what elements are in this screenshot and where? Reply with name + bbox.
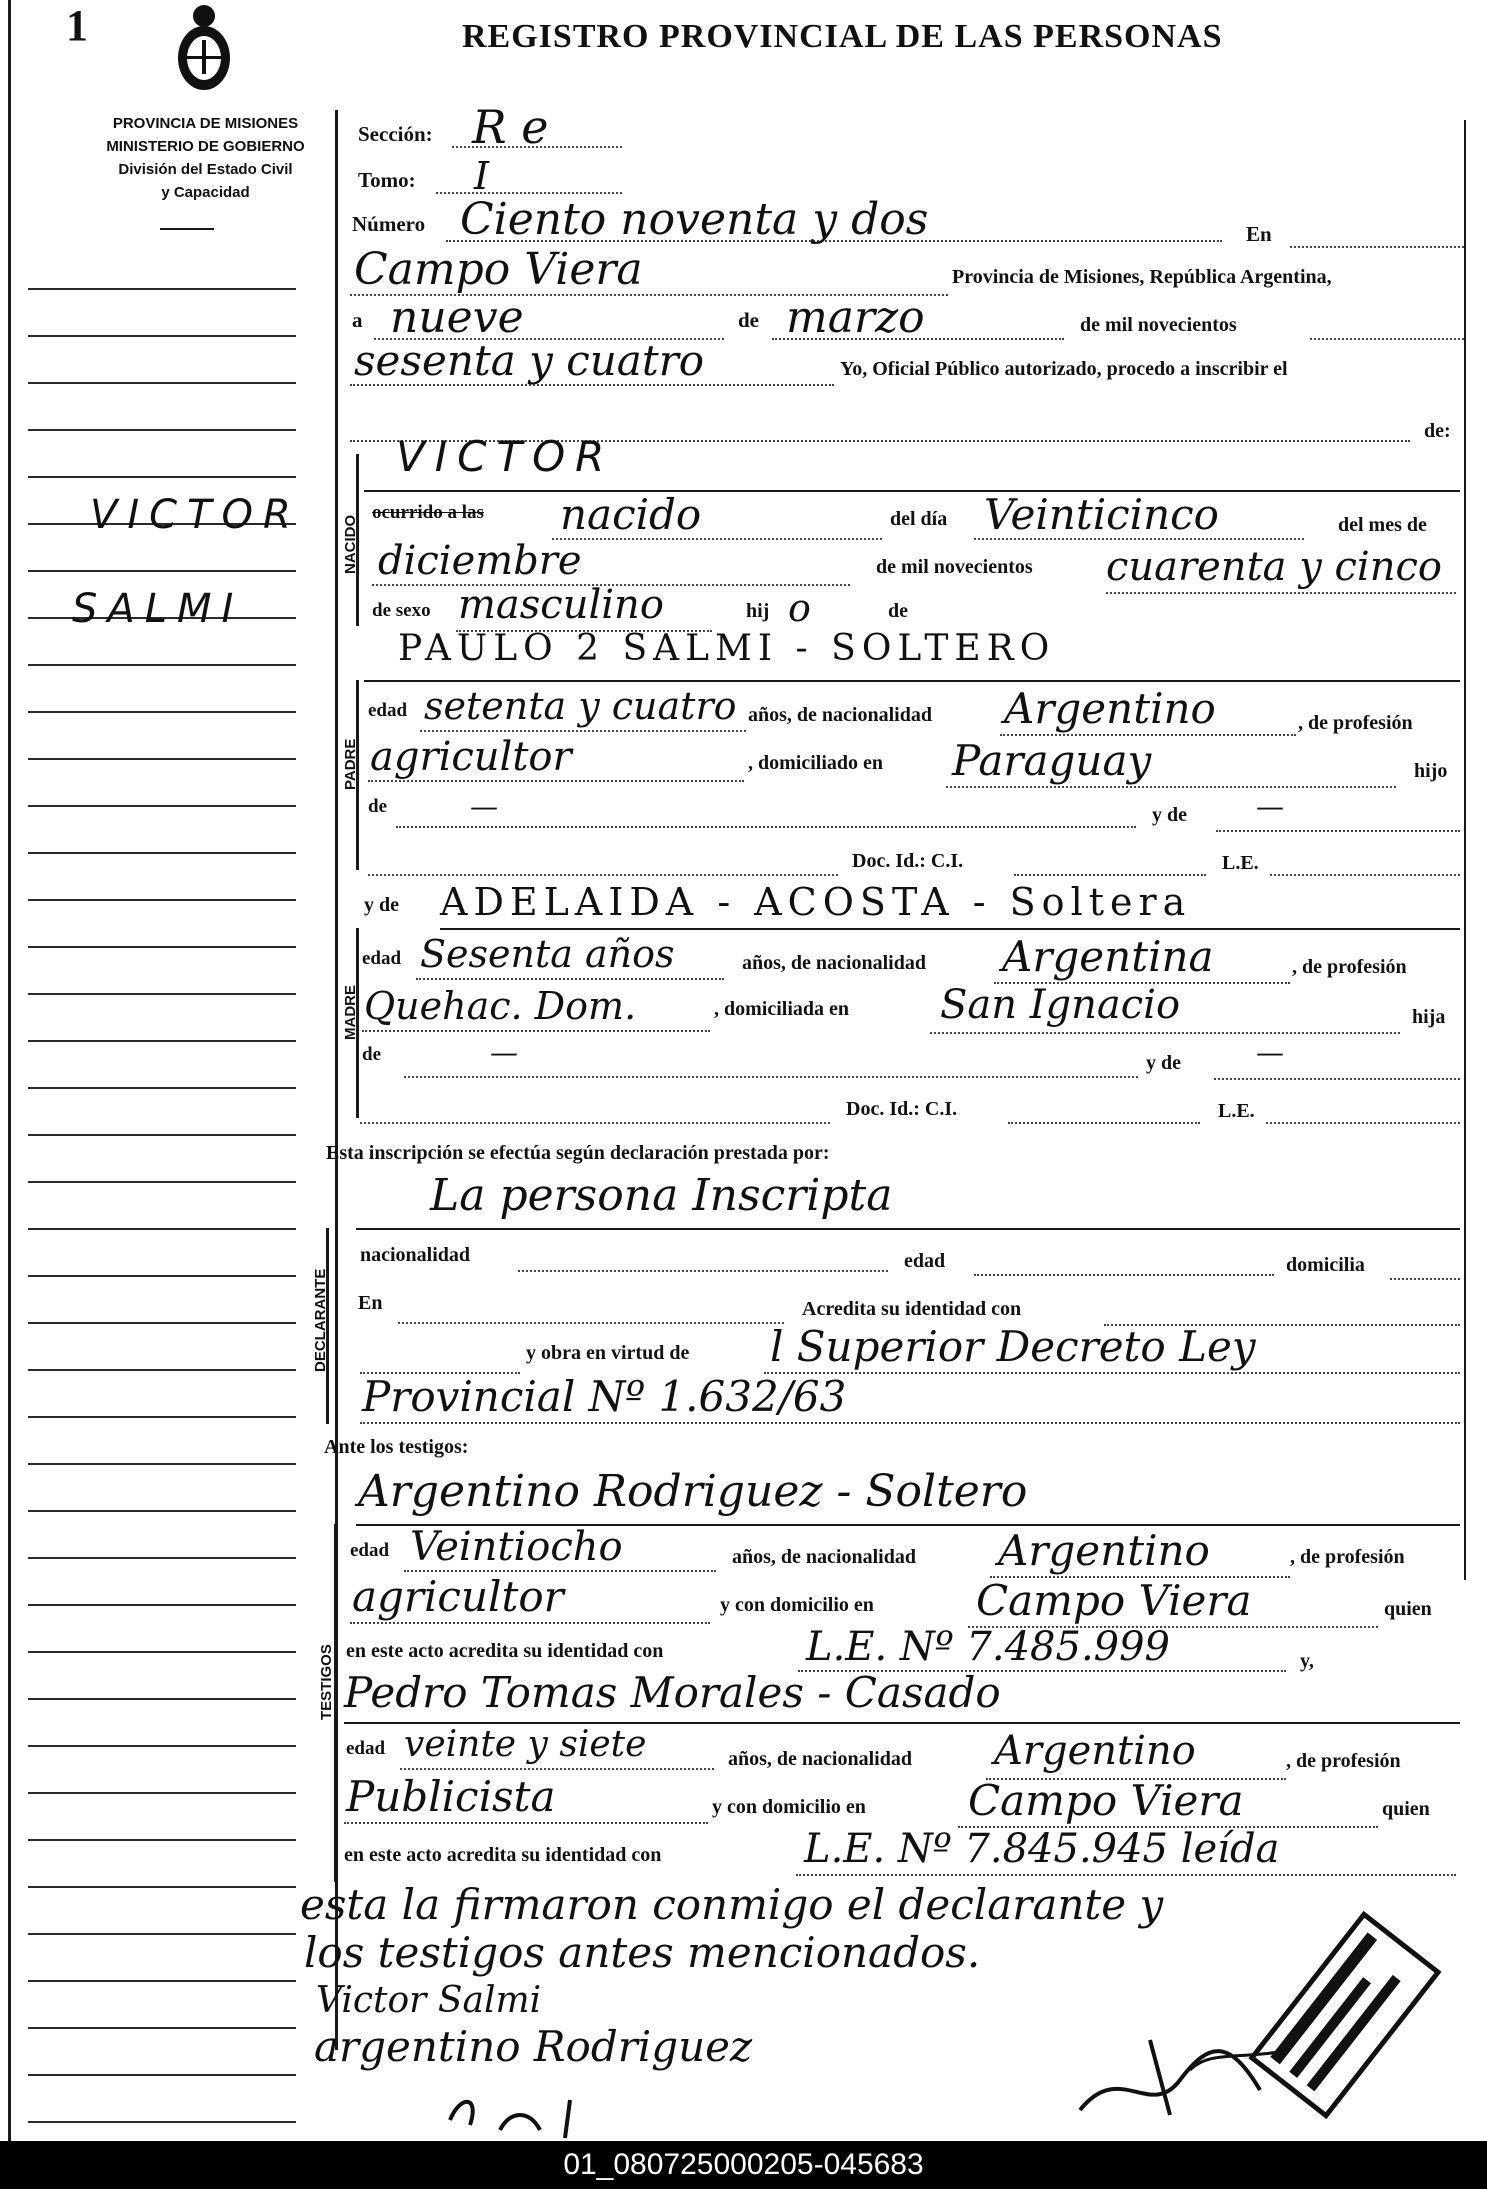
hija-label: hija: [1412, 1006, 1446, 1028]
margin-rule-line: [28, 946, 296, 948]
sexo-value: masculino: [458, 582, 664, 628]
anos-nac-label: años, de nacionalidad: [748, 704, 932, 726]
issuer-line: MINISTERIO DE GOBIERNO: [106, 138, 305, 155]
issuer-line: División del Estado Civil: [118, 161, 293, 178]
margin-rule-line: [28, 382, 296, 384]
margin-rule-line: [28, 1040, 296, 1042]
doc-ci-madre-label: Doc. Id.: C.I.: [846, 1098, 958, 1120]
madre-edad-value: Sesenta años: [420, 932, 675, 976]
padre-dom-value: Paraguay: [952, 736, 1152, 785]
margin-rule-line: [28, 805, 296, 807]
issuer-block: [78, 112, 333, 204]
page-number: 1: [66, 1, 88, 50]
hij-suffix-value: o: [788, 586, 811, 630]
margin-rule-line: [28, 1886, 296, 1888]
edad-madre-label: edad: [362, 948, 402, 969]
anio-nac-value: cuarenta y cinco: [1106, 544, 1442, 590]
signature-2: argentino Rodriguez: [314, 2022, 753, 2071]
de-label-3: de: [368, 796, 387, 817]
issuer-line: y Capacidad: [161, 184, 250, 201]
de-label-2: de: [888, 600, 908, 622]
right-border: [1464, 120, 1466, 1580]
t2-doc-value: L.E. Nº 7.845.945 leída: [804, 1826, 1280, 1872]
t2-edad-label: edad: [346, 1738, 386, 1759]
t2-acredita-label: en este acto acredita su identidad con: [344, 1844, 662, 1866]
t1-quien-label: quien: [1384, 1598, 1432, 1620]
madre-nombre: ADELAIDA - ACOSTA - Soltera: [440, 880, 1192, 924]
margin-rule-line: [28, 2027, 296, 2029]
dia-value: nueve: [390, 292, 524, 343]
doc-ci-label: Doc. Id.: C.I.: [852, 850, 964, 872]
testigo2-value: Pedro Tomas Morales - Casado: [344, 1668, 1001, 1717]
padre-edad-value: setenta y cuatro: [424, 684, 737, 728]
margin-name-1: VICTOR: [90, 492, 301, 538]
margin-rule-line: [28, 1980, 296, 1982]
t2-prof-value: Publicista: [346, 1772, 556, 1821]
de-madre-label: de: [362, 1044, 381, 1065]
provincia-label: Provincia de Misiones, República Argentina,: [952, 266, 1332, 288]
madre-label: MADRE: [342, 985, 359, 1040]
hora-value: nacido: [560, 490, 702, 539]
nacido-label: NACIDO: [342, 514, 359, 574]
nombre-value: VICTOR: [396, 432, 615, 481]
anos-nac2-label: años, de nacionalidad: [742, 952, 926, 974]
seccion-label: Sección:: [358, 122, 433, 146]
del-mes-label: del mes de: [1338, 514, 1427, 536]
padre-prof-value: agricultor: [370, 734, 572, 780]
margin-rule-line: [28, 1181, 296, 1183]
scribble-mark: [440, 2090, 600, 2145]
margin-rule-line: [28, 993, 296, 995]
edad-decl-label: edad: [904, 1250, 946, 1272]
margin-rule-line: [28, 2074, 296, 2076]
de-label: de: [738, 308, 759, 332]
le-madre-label: L.E.: [1218, 1100, 1255, 1122]
margin-rule-line: [28, 664, 296, 666]
madre-yde-dash: —: [1256, 1036, 1284, 1069]
de-profesion-label: , de profesión: [1298, 712, 1413, 734]
y-de-madre-label: y de: [364, 894, 399, 916]
padre-label: PADRE: [342, 738, 359, 790]
mes-value: marzo: [786, 292, 925, 343]
t2-domicilio-label: y con domicilio en: [712, 1796, 866, 1818]
en-label: En: [1246, 222, 1272, 246]
testigo1-value: Argentino Rodriguez - Soltero: [358, 1466, 1028, 1517]
margin-rule-line: [28, 852, 296, 854]
virtud-value-2: Provincial Nº 1.632/63: [362, 1372, 847, 1421]
margin-rule-line: [28, 1463, 296, 1465]
margin-rule-line: [28, 711, 296, 713]
margin-rule-line: [28, 1557, 296, 1559]
margin-rule-line: [28, 570, 296, 572]
obra-label: y obra en virtud de: [526, 1342, 690, 1364]
testigos-heading: Ante los testigos:: [324, 1436, 469, 1458]
margin-rule-line: [28, 1510, 296, 1512]
issuer-underline: [160, 228, 214, 230]
padre-nac-value: Argentino: [1004, 684, 1216, 733]
t1-prof-value: agricultor: [352, 1572, 564, 1621]
t1-edad-label: edad: [350, 1540, 390, 1561]
margin-rule-line: [28, 288, 296, 290]
lugar-value: Campo Viera: [354, 244, 643, 295]
numero-value: Ciento noventa y dos: [460, 194, 929, 245]
tomo-label: Tomo:: [358, 168, 416, 192]
le-label: L.E.: [1222, 852, 1259, 874]
margin-rule-line: [28, 1369, 296, 1371]
t1-domicilio-label: y con domicilio en: [720, 1594, 874, 1616]
ocurrido-label: ocurrido a las: [372, 502, 484, 523]
margin-rule-line: [28, 1792, 296, 1794]
t1-doc-value: L.E. Nº 7.485.999: [806, 1624, 1171, 1670]
seccion-value: R e: [472, 100, 549, 154]
closing-line-1: esta la firmaron conmigo el declarante y: [300, 1880, 1164, 1929]
domiciliado-label: , domiciliado en: [748, 752, 884, 774]
declarante-value: La persona Inscripta: [430, 1170, 893, 1221]
margin-rule-line: [28, 1604, 296, 1606]
madre-prof-value: Quehac. Dom.: [364, 984, 637, 1028]
t1-acredita-label: en este acto acredita su identidad con: [346, 1640, 664, 1662]
margin-rule-line: [28, 1322, 296, 1324]
madre-nac-value: Argentina: [1002, 932, 1214, 981]
margin-rule-line: [28, 1745, 296, 1747]
anio-value: sesenta y cuatro: [354, 336, 705, 385]
t2-nac-value: Argentino: [994, 1728, 1196, 1774]
margin-rule-line: [28, 1416, 296, 1418]
t1-anos-label: años, de nacionalidad: [732, 1546, 916, 1568]
t2-quien-label: quien: [1382, 1798, 1430, 1820]
madre-dom-value: San Ignacio: [940, 982, 1181, 1028]
t2-anos-label: años, de nacionalidad: [728, 1748, 912, 1770]
margin-rule-line: [28, 1275, 296, 1277]
document-id-footer: 01_080725000205-045683: [0, 2141, 1487, 2189]
domiciliada-label: , domiciliada en: [714, 998, 850, 1020]
closing-line-2: los testigos antes mencionados.: [304, 1928, 981, 1977]
margin-rule-line: [28, 429, 296, 431]
t1-y-label: y,: [1300, 1650, 1314, 1672]
virtud-value-1: l Superior Decreto Ley: [770, 1322, 1256, 1371]
y-de-label: y de: [1152, 804, 1187, 826]
margin-rule-line: [28, 335, 296, 337]
madre-de-dash: —: [490, 1036, 518, 1069]
binding-edge: [8, 0, 11, 2141]
margin-rule-line: [28, 2121, 296, 2123]
t1-edad-value: Veintiocho: [410, 1524, 623, 1570]
margin-rule-line: [28, 899, 296, 901]
t1-profesion-label: , de profesión: [1290, 1546, 1405, 1568]
edad-label: edad: [368, 700, 408, 721]
margin-rule-line: [28, 1228, 296, 1230]
testigos-label: TESTIGOS: [318, 1644, 335, 1720]
t1-nac-value: Argentino: [998, 1526, 1210, 1575]
t2-edad-value: veinte y siete: [404, 1724, 647, 1765]
de-profesion-madre-label: , de profesión: [1292, 956, 1407, 978]
padre-yde-dash: —: [1256, 790, 1284, 823]
hij-label: hij: [746, 600, 770, 622]
margin-rule-line: [28, 1087, 296, 1089]
margin-rule-line: [28, 1651, 296, 1653]
padre-de-dash: —: [470, 790, 498, 823]
y-de-madre2-label: y de: [1146, 1052, 1181, 1074]
mes-nac-value: diciembre: [378, 538, 582, 584]
en-decl-label: En: [358, 1292, 383, 1314]
t2-dom-value: Campo Viera: [968, 1776, 1244, 1825]
margin-rule-line: [28, 758, 296, 760]
margin-rule-line: [28, 1839, 296, 1841]
hijo-label: hijo: [1414, 760, 1448, 782]
tomo-value: I: [474, 154, 490, 198]
margin-rule-line: [28, 1134, 296, 1136]
signature-1: Victor Salmi: [316, 1980, 542, 2021]
nacionalidad-label: nacionalidad: [360, 1244, 471, 1266]
coat-of-arms-icon: [170, 2, 238, 99]
t2-profesion-label: , de profesión: [1286, 1750, 1401, 1772]
issuer-line: PROVINCIA DE MISIONES: [112, 115, 299, 132]
a-label: a: [352, 308, 363, 332]
domicilia-label: domicilia: [1286, 1254, 1365, 1276]
acredita-label: Acredita su identidad con: [802, 1298, 1022, 1320]
declarante-label: DECLARANTE: [312, 1268, 329, 1372]
margin-rule-line: [28, 1698, 296, 1700]
declaracion-label: Esta inscripción se efectúa según declaración prestada por:: [326, 1142, 830, 1164]
document-title: REGISTRO PROVINCIAL DE LAS PERSONAS: [462, 18, 1223, 55]
de-colon-label: de:: [1424, 420, 1451, 442]
dia-nac-value: Veinticinco: [984, 490, 1219, 539]
de-mil2-label: de mil novecientos: [876, 556, 1033, 578]
margin-rule-line: [28, 1933, 296, 1935]
de-sexo-label: de sexo: [372, 600, 431, 621]
padre-nombre: PAULO 2 SALMI - SOLTERO: [398, 628, 1056, 669]
margin-name-2: SALMI: [72, 586, 244, 632]
margin-rule-line: [28, 476, 296, 478]
numero-label: Número: [352, 212, 426, 236]
de-mil-label: de mil novecientos: [1080, 314, 1237, 336]
t1-dom-value: Campo Viera: [976, 1576, 1252, 1625]
yo-oficial-label: Yo, Oficial Público autorizado, procedo a inscribir el: [840, 358, 1288, 380]
del-dia-label: del día: [890, 508, 948, 530]
